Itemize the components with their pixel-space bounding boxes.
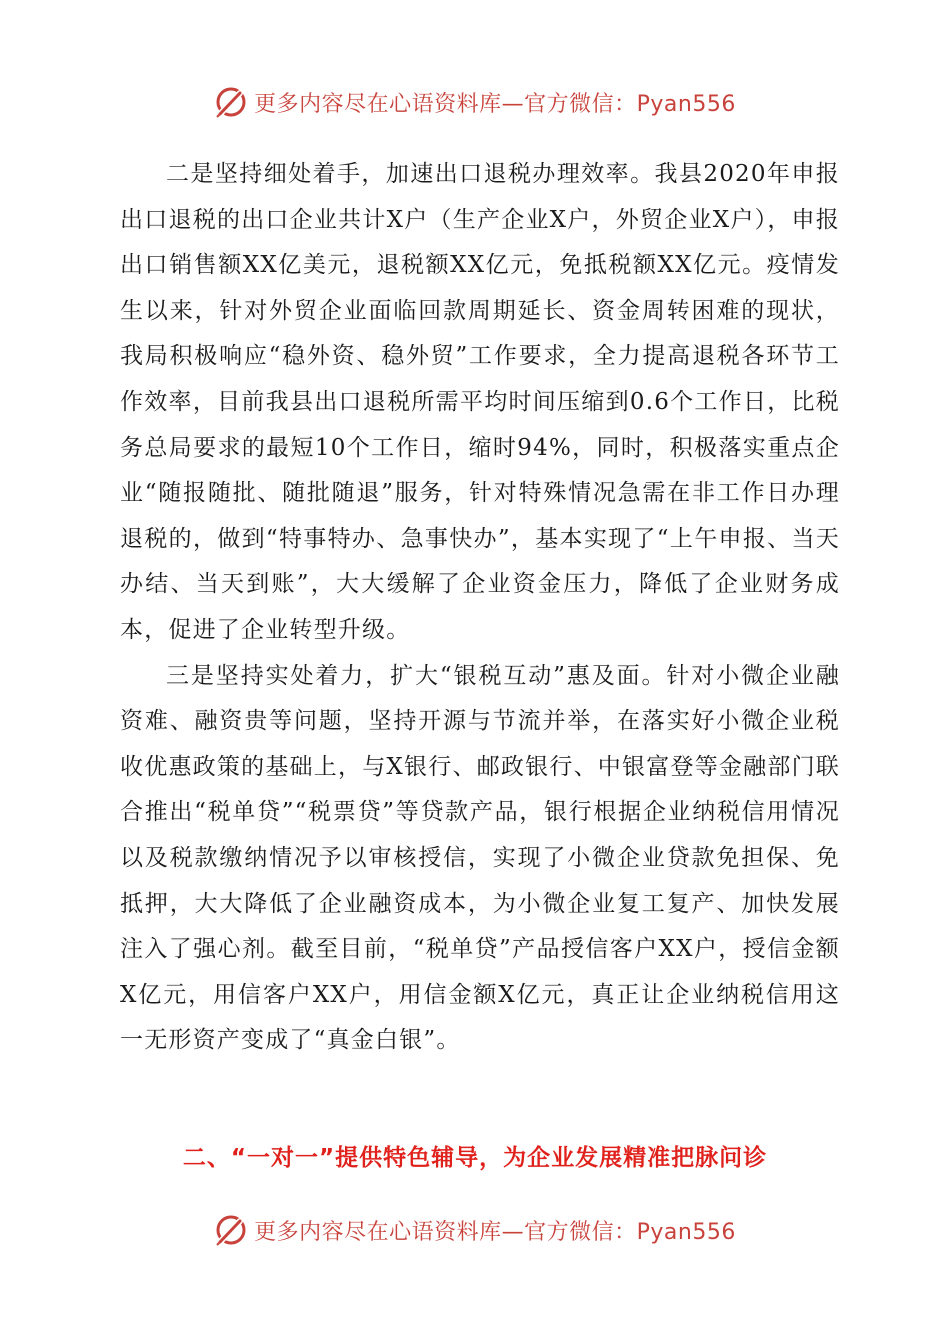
section-heading: 二、“一对一”提供特色辅导，为企业发展精准把脉问诊 (182, 1145, 768, 1171)
document-body (120, 152, 840, 1064)
header-banner-text: 更多内容尽在心语资料库—官方微信：Pyan556 (254, 91, 736, 117)
paragraph-export-tax-rebate: 二是坚持细处着手，加速出口退税办理效率。我县2020年申报出口退税的出口企业共计X户（生产企业X户，外贸企业X户），申报出口销售额XX亿美元，退税额XX亿元，免抵税额XX亿元。疫情发生以来，针对外贸企业面临回款周期延长、资金周转困难的现状，我局积极响应“稳外资、稳外贸”工作要求，全力提高退税各环节工作效率，目前我县出口退税所需平均时间压缩到0.6个工作日，比税务总局要求的最短10个工作日，缩时94%，同时，积极落实重点企业“随报随批、随批随退”服务，针对特殊情况急需在非工作日办理退税的，做到“特事特办、急事快办”，基本实现了“上午申报、当天办结、当天到账”，大大缓解了企业资金压力，降低了企业财务成本，促进了企业转型升级。 (120, 161, 840, 643)
header-banner (0, 80, 950, 124)
footer-banner-inner (214, 1213, 736, 1247)
pen-circle-logo-icon (214, 85, 248, 119)
footer-banner (0, 1208, 950, 1252)
pen-circle-logo-icon (214, 1213, 248, 1247)
footer-banner-text: 更多内容尽在心语资料库—官方微信：Pyan556 (254, 1219, 736, 1245)
paragraph-bank-tax-interaction: 三是坚持实处着力，扩大“银税互动”惠及面。针对小微企业融资难、融资贵等问题，坚持开源与节流并举，在落实好小微企业税收优惠政策的基础上，与X银行、邮政银行、中银富登等金融部门联合推出“税单贷”“税票贷”等贷款产品，银行根据企业纳税信用情况以及税款缴纳情况予以审核授信，实现了小微企业贷款免担保、免抵押，大大降低了企业融资成本，为小微企业复工复产、加快发展注入了强心剂。截至目前，“税单贷”产品授信客户XX户，授信金额X亿元，用信客户XX户，用信金额X亿元，真正让企业纳税信用这一无形资产变成了“真金白银”。 (120, 662, 840, 1054)
header-banner-inner (214, 85, 736, 119)
